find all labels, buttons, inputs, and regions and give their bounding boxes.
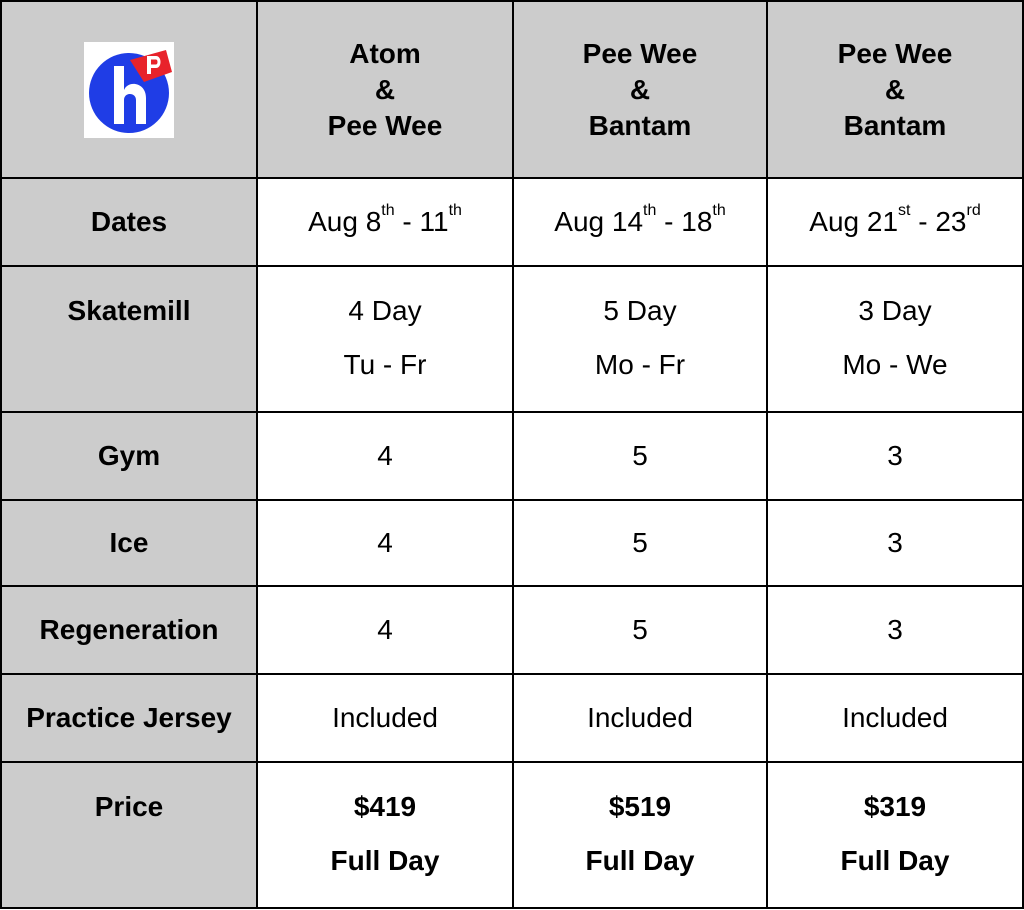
table-row-dates bbox=[1, 178, 1023, 266]
dates-value: Aug 8th - 11th bbox=[257, 178, 513, 266]
jersey-value: Included bbox=[513, 674, 767, 762]
logo-cell bbox=[1, 1, 257, 178]
skatemill-days: 5 Day bbox=[603, 295, 677, 326]
table-row-skatemill bbox=[1, 266, 1023, 412]
gym-value: 3 bbox=[767, 412, 1023, 500]
skatemill-value bbox=[513, 266, 767, 412]
regeneration-value: 5 bbox=[513, 586, 767, 674]
column-header-line: Bantam bbox=[843, 109, 947, 141]
price-note: Full Day bbox=[330, 845, 440, 876]
ice-value: 3 bbox=[767, 500, 1023, 586]
price-value bbox=[257, 762, 513, 908]
price-value bbox=[767, 762, 1023, 908]
dates-value: Aug 21st - 23rd bbox=[767, 178, 1023, 266]
row-label-practice-jersey: Practice Jersey bbox=[1, 674, 257, 762]
price-note: Full Day bbox=[585, 845, 695, 876]
table-row-jersey bbox=[1, 674, 1023, 762]
regeneration-value: 4 bbox=[257, 586, 513, 674]
column-header-line: Atom bbox=[349, 37, 421, 69]
skatemill-range: Mo - Fr bbox=[594, 349, 686, 380]
row-label-gym: Gym bbox=[1, 412, 257, 500]
table-row-gym bbox=[1, 412, 1023, 500]
column-header-line: Pee Wee bbox=[327, 109, 443, 141]
row-label-skatemill: Skatemill bbox=[1, 266, 257, 412]
column-header-line: & bbox=[884, 73, 906, 105]
ice-value: 4 bbox=[257, 500, 513, 586]
table-row-regeneration bbox=[1, 586, 1023, 674]
regeneration-value: 3 bbox=[767, 586, 1023, 674]
skatemill-value bbox=[767, 266, 1023, 412]
dates-value: Aug 14th - 18th bbox=[513, 178, 767, 266]
column-header-line: Pee Wee bbox=[582, 37, 698, 69]
skatemill-days: 4 Day bbox=[348, 295, 422, 326]
ice-value: 5 bbox=[513, 500, 767, 586]
jersey-value: Included bbox=[767, 674, 1023, 762]
skatemill-days: 3 Day bbox=[858, 295, 932, 326]
table-row-ice bbox=[1, 500, 1023, 586]
row-label-regeneration: Regeneration bbox=[1, 586, 257, 674]
row-label-dates: Dates bbox=[1, 178, 257, 266]
column-header-peewee-bantam-2 bbox=[767, 1, 1023, 178]
jersey-value: Included bbox=[257, 674, 513, 762]
row-label-ice: Ice bbox=[1, 500, 257, 586]
price-amount: $419 bbox=[353, 791, 417, 822]
header-row bbox=[1, 1, 1023, 178]
skatemill-range: Mo - We bbox=[842, 349, 948, 380]
table-row-price bbox=[1, 762, 1023, 908]
row-label-price: Price bbox=[1, 762, 257, 908]
hp-logo-icon bbox=[84, 42, 174, 138]
skatemill-value bbox=[257, 266, 513, 412]
column-header-line: & bbox=[629, 73, 651, 105]
price-amount: $319 bbox=[863, 791, 927, 822]
gym-value: 5 bbox=[513, 412, 767, 500]
column-header-line: Pee Wee bbox=[837, 37, 953, 69]
column-header-atom-peewee bbox=[257, 1, 513, 178]
column-header-line: & bbox=[374, 73, 396, 105]
price-note: Full Day bbox=[840, 845, 950, 876]
gym-value: 4 bbox=[257, 412, 513, 500]
skatemill-range: Tu - Fr bbox=[343, 349, 427, 380]
column-header-peewee-bantam-1 bbox=[513, 1, 767, 178]
column-header-line: Bantam bbox=[588, 109, 692, 141]
price-amount: $519 bbox=[608, 791, 672, 822]
price-value bbox=[513, 762, 767, 908]
